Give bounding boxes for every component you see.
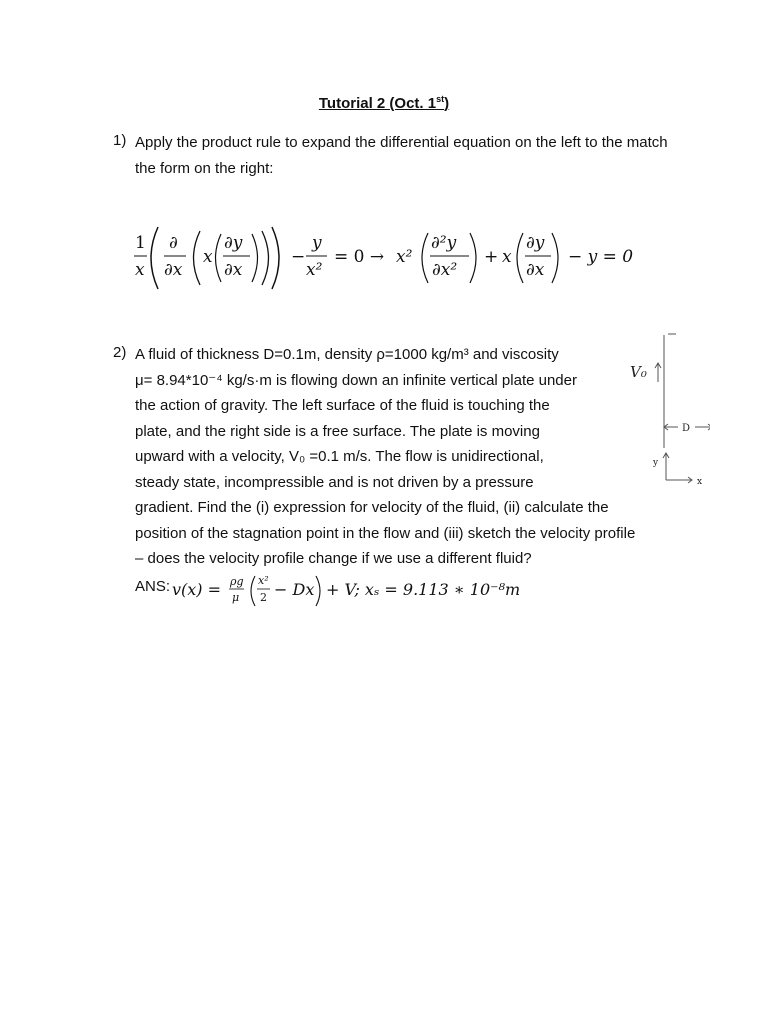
question-2-text-full: [135, 495, 680, 572]
question-2-line: A fluid of thickness D=0.1m, density ρ=1000 kg/m³ and viscosity: [135, 346, 559, 363]
answer-rho-g: ρg: [230, 575, 244, 588]
eq-x-denominator: x: [135, 260, 145, 280]
eq-equals-arrow: = 0 →: [334, 247, 385, 267]
answer-line: [135, 578, 170, 595]
eq-dx-2: ∂x: [224, 260, 243, 280]
question-2-number: 2): [113, 344, 127, 361]
x-axis-label: x: [697, 477, 703, 487]
eq-dx2: ∂x²: [432, 260, 458, 280]
answer-formula: [170, 570, 590, 610]
question-2-line: gradient. Find the (i) expression for velocity of the fluid, (ii) calculate the: [135, 499, 609, 516]
title-main: Tutorial 2 (Oct. 1: [318, 95, 437, 112]
v0-label: V₀: [630, 363, 647, 381]
question-2-text-narrow: [135, 342, 607, 495]
question-2-line: μ= 8.94*10⁻⁴ kg/s·m is flowing down an infinite vertical plate under: [135, 371, 577, 389]
eq-dy: ∂y: [224, 233, 243, 253]
plate-flow-figure: [620, 330, 710, 490]
eq-dx: ∂x: [164, 260, 183, 280]
page-title: [0, 94, 768, 112]
eq-one: 1: [135, 233, 146, 253]
eq-d2y: ∂²y: [431, 233, 457, 253]
answer-x2: x²: [258, 574, 269, 587]
title-superscript: st: [436, 94, 445, 104]
answer-lhs: v(x) =: [172, 580, 222, 599]
question-1-text: Apply the product rule to expand the differential equation on the left to the match the form on the right:: [135, 134, 668, 177]
eq-dx-right: ∂x: [526, 260, 545, 280]
eq-x-factor: x: [203, 247, 213, 267]
eq-d: ∂: [169, 233, 178, 253]
eq-plus: +: [484, 247, 499, 267]
question-2-line: steady state, incompressible and is not driven by a pressure: [135, 473, 534, 491]
question-2-line: plate, and the right side is a free surface. The plate is moving: [135, 422, 540, 440]
y-axis-label: y: [653, 458, 659, 468]
question-2-line: position of the stagnation point in the flow and (iii) sketch the velocity profile: [135, 524, 636, 542]
eq-x2-coefficient: x²: [396, 247, 413, 267]
eq-x-squared: x²: [306, 260, 323, 280]
answer-two: 2: [260, 591, 267, 604]
question-1-equation: [0, 225, 768, 305]
question-2-line: the action of gravity. The left surface of the fluid is touching the: [135, 397, 550, 414]
eq-dy-right: ∂y: [526, 233, 545, 253]
eq-x-coefficient: x: [502, 247, 512, 267]
question-2-line: upward with a velocity, V₀ =0.1 m/s. The flow is unidirectional,: [135, 448, 544, 465]
answer-mid: − Dx: [274, 580, 315, 599]
answer-label: ANS:: [135, 578, 171, 595]
eq-minus: −: [291, 247, 306, 267]
question-1-number: 1): [113, 132, 127, 149]
answer-rhs: + V; xₛ = 9.113 ∗ 10⁻⁸m: [326, 580, 521, 599]
answer-mu: μ: [232, 591, 240, 604]
d-label: D: [682, 423, 691, 434]
eq-tail: − y = 0: [568, 247, 634, 267]
question-2-line: – does the velocity profile change if we use a different fluid?: [135, 550, 532, 567]
title-suffix: ): [444, 95, 450, 112]
eq-y: y: [312, 233, 322, 253]
